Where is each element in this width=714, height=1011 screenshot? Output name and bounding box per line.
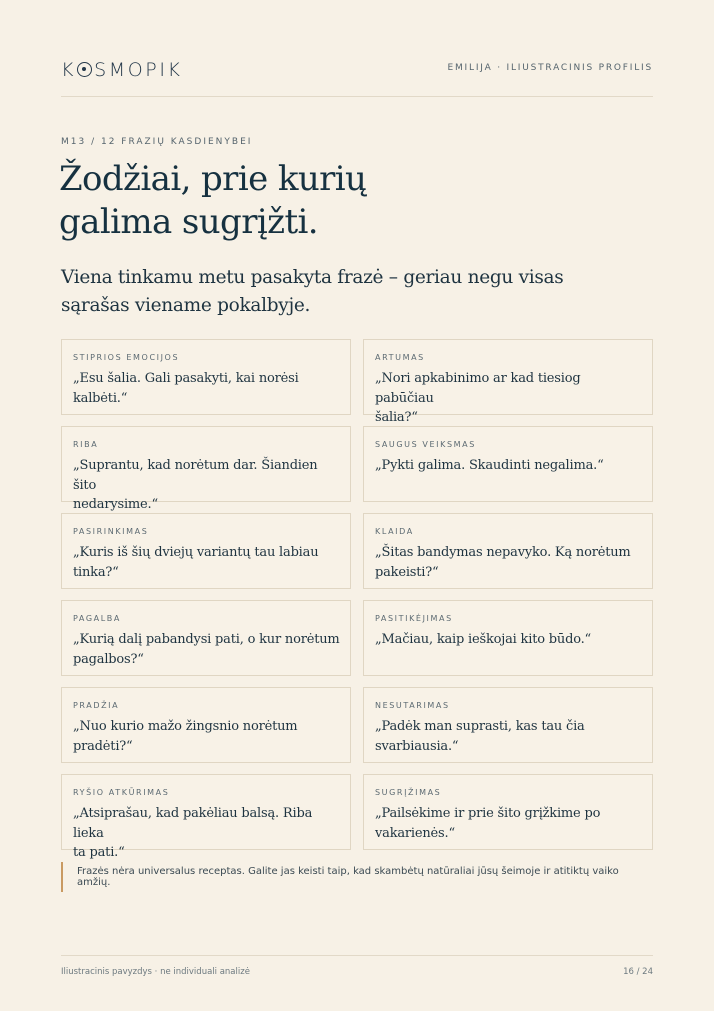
profile-meta: EMILIJA · ILIUSTRACINIS PROFILIS [447, 63, 653, 73]
callout-note: Frazės nėra universalus receptas. Galite jas keisti taip, kad skambėtų natūraliai jūsų šeimoje ir atitiktų vaiko amžių. [61, 862, 653, 892]
lead-line-1: Viena tinkamu metu pasakyta frazė – geriau negu visas [61, 267, 564, 288]
phrase-card [363, 513, 653, 589]
footer-disclaimer: Iliustracinis pavyzdys · ne individuali analizė [61, 967, 250, 977]
phrase-card [61, 600, 351, 676]
section-kicker: M13 / 12 FRAZIŲ KASDIENYBEI [61, 137, 253, 147]
phrase-card [363, 426, 653, 502]
title-line-2: galima sugrįžti. [59, 202, 318, 242]
card-label: RYŠIO ATKŪRIMAS [73, 788, 170, 797]
card-phrase: „Atsiprašau, kad pakėliau balsą. Riba lieka ta pati.“ [73, 806, 313, 860]
page-number: 16 / 24 [623, 967, 653, 977]
card-phrase: „Kurią dalį pabandysi pati, o kur norėtum pagalbos?“ [73, 632, 340, 667]
phrase-card [363, 774, 653, 850]
card-label: ARTUMAS [375, 353, 425, 362]
phrase-card [61, 774, 351, 860]
phrase-card [363, 600, 653, 676]
card-phrase: „Suprantu, kad norėtum dar. Šiandien šito nedarysime.“ [73, 458, 318, 512]
card-phrase: „Padėk man suprasti, kas tau čia svarbiausia.“ [375, 719, 585, 754]
card-phrase: „Pailsėkime ir prie šito grįžkime po vakarienės.“ [375, 806, 601, 841]
card-label: PASITIKĖJIMAS [375, 614, 453, 623]
card-phrase: „Pykti galima. Skaudinti negalima.“ [375, 458, 604, 473]
lead-text [61, 264, 621, 320]
card-label: KLAIDA [375, 527, 414, 536]
phrase-card [363, 687, 653, 763]
logo-o-mark-icon [77, 62, 92, 77]
page-header [61, 56, 653, 97]
card-label: RIBA [73, 440, 99, 449]
phrase-card [61, 513, 351, 589]
phrase-card [363, 339, 653, 425]
phrase-card [61, 339, 351, 415]
phrase-grid [61, 339, 653, 860]
card-label: NESUTARIMAS [375, 701, 450, 710]
page-footer [61, 955, 653, 977]
kosmopik-logo: K SMOPIK [61, 59, 183, 81]
phrase-card [61, 426, 351, 512]
card-label: STIPRIOS EMOCIJOS [73, 353, 180, 362]
card-label: SAUGUS VEIKSMAS [375, 440, 476, 449]
card-label: PASIRINKIMAS [73, 527, 149, 536]
card-phrase: „Nuo kurio mažo žingsnio norėtum pradėti?“ [73, 719, 298, 754]
card-label: SUGRĮŽIMAS [375, 788, 442, 797]
phrase-card [61, 687, 351, 763]
lead-line-2: sąrašas viename pokalbyje. [61, 295, 311, 316]
card-label: PRADŽIA [73, 701, 120, 710]
card-label: PAGALBA [73, 614, 121, 623]
page-title [59, 158, 659, 244]
title-line-1: Žodžiai, prie kurių [59, 159, 367, 199]
card-phrase: „Nori apkabinimo ar kad tiesiog pabūčiau šalia?“ [375, 371, 581, 425]
card-phrase: „Mačiau, kaip ieškojai kito būdo.“ [375, 632, 591, 647]
card-phrase: „Esu šalia. Gali pasakyti, kai norėsi kalbėti.“ [73, 371, 299, 406]
card-phrase: „Kuris iš šių dviejų variantų tau labiau tinka?“ [73, 545, 319, 580]
card-phrase: „Šitas bandymas nepavyko. Ką norėtum pakeisti?“ [375, 545, 631, 580]
